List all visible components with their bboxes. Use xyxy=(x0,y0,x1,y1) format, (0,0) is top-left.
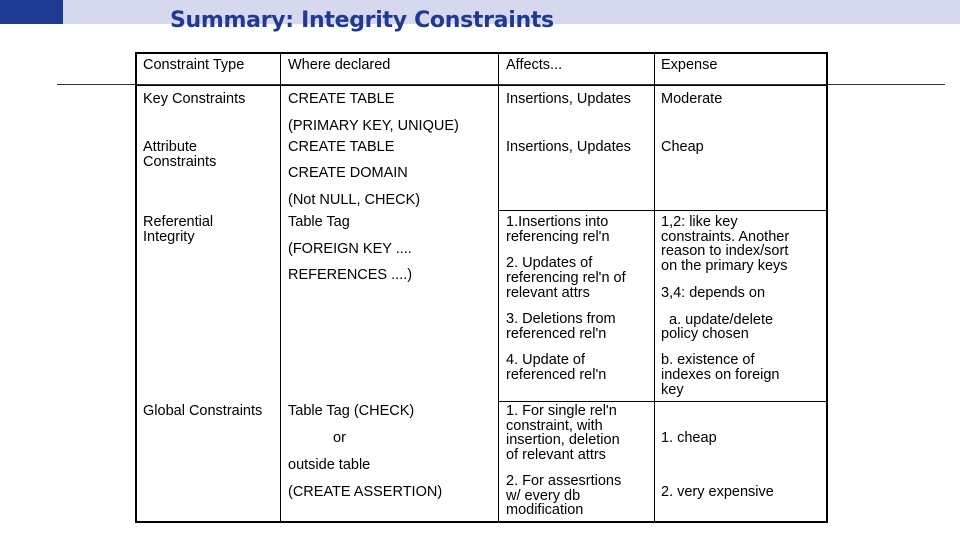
referential-type-line: Referential xyxy=(143,214,214,230)
global-affects-line: 2. For assesrtions xyxy=(506,473,622,489)
column-divider xyxy=(654,54,655,521)
header-expense: Expense xyxy=(661,57,718,73)
referential-expense-line: on the primary keys xyxy=(661,258,788,274)
global-constraints-type: Global Constraints xyxy=(143,403,263,419)
referential-affects-line: relevant attrs xyxy=(506,285,590,301)
global-affects-line: modification xyxy=(506,502,584,518)
global-affects-line: insertion, deletion xyxy=(506,432,620,448)
referential-expense-line: b. existence of xyxy=(661,352,755,368)
referential-affects-line: 3. Deletions from xyxy=(506,311,616,327)
row-divider xyxy=(498,210,828,211)
referential-expense-line: constraints. Another xyxy=(661,229,790,245)
key-where-line: (PRIMARY KEY, UNIQUE) xyxy=(288,118,459,134)
global-affects-line: w/ every db xyxy=(506,488,581,504)
referential-expense-line: key xyxy=(661,382,684,398)
referential-expense-line: 3,4: depends on xyxy=(661,285,766,301)
referential-where-line: Table Tag xyxy=(288,214,350,230)
row-divider xyxy=(498,401,828,402)
referential-affects-line: referenced rel'n xyxy=(506,367,607,383)
global-affects-line: 1. For single rel'n xyxy=(506,403,617,419)
column-divider xyxy=(280,54,281,521)
referential-affects-line: 4. Update of xyxy=(506,352,585,368)
header-where-declared: Where declared xyxy=(288,57,391,73)
key-affects: Insertions, Updates xyxy=(506,91,631,107)
global-where-line: (CREATE ASSERTION) xyxy=(288,484,443,500)
slide-title: Summary: Integrity Constraints xyxy=(170,8,554,33)
referential-where-line: REFERENCES ....) xyxy=(288,267,413,283)
global-expense-line: 2. very expensive xyxy=(661,484,774,500)
referential-affects-line: referencing rel'n xyxy=(506,229,610,245)
attribute-where-line: (Not NULL, CHECK) xyxy=(288,192,421,208)
column-divider xyxy=(498,54,499,521)
global-where-line: outside table xyxy=(288,457,371,473)
global-where-line: or xyxy=(333,430,346,446)
global-expense-line: 1. cheap xyxy=(661,430,717,446)
attribute-where-line: CREATE TABLE xyxy=(288,139,395,155)
attribute-expense: Cheap xyxy=(661,139,704,155)
referential-expense-line: 1,2: like key xyxy=(661,214,738,230)
referential-expense-line: policy chosen xyxy=(661,326,749,342)
referential-expense-line: reason to index/sort xyxy=(661,243,789,259)
header-constraint-type: Constraint Type xyxy=(143,57,245,73)
attribute-where-line: CREATE DOMAIN xyxy=(288,165,408,181)
referential-type-line: Integrity xyxy=(143,229,195,245)
referential-where-line: (FOREIGN KEY .... xyxy=(288,241,412,257)
referential-affects-line: referencing rel'n of xyxy=(506,270,626,286)
header-affects: Affects... xyxy=(506,57,563,73)
key-constraints-type: Key Constraints xyxy=(143,91,246,107)
referential-expense-line: a. update/delete xyxy=(661,312,774,328)
top-accent-block xyxy=(0,0,63,24)
global-affects-line: of relevant attrs xyxy=(506,447,606,463)
attribute-type-line: Constraints xyxy=(143,154,217,170)
constraints-table xyxy=(135,52,828,523)
referential-affects-line: referenced rel'n xyxy=(506,326,607,342)
referential-affects-line: 2. Updates of xyxy=(506,255,593,271)
referential-expense-line: indexes on foreign xyxy=(661,367,780,383)
key-where-line: CREATE TABLE xyxy=(288,91,395,107)
global-where-line: Table Tag (CHECK) xyxy=(288,403,415,419)
attribute-affects: Insertions, Updates xyxy=(506,139,631,155)
attribute-type-line: Attribute xyxy=(143,139,197,155)
key-expense: Moderate xyxy=(661,91,723,107)
global-affects-line: constraint, with xyxy=(506,418,603,434)
row-divider xyxy=(137,85,828,86)
referential-affects-line: 1.Insertions into xyxy=(506,214,609,230)
